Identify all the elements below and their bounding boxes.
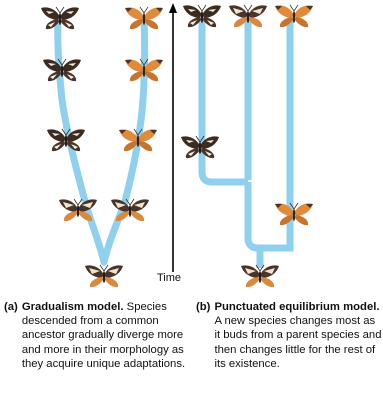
caption-b-text: A new species changes most as it buds from a parent species and then changes little for the rest of its existence. [214,315,382,370]
time-axis [169,3,177,272]
caption-b-title: Punctuated equilibrium model. [214,301,380,313]
time-axis-label: Time [157,272,182,284]
butterfly-icon-a-lower-left [59,199,97,221]
caption-a-letter: (a) [4,301,18,313]
butterfly-icon-b-ancestor [241,265,279,287]
caption-gradualism [4,300,194,371]
caption-punctuated [196,300,382,371]
butterfly-icon-a-ancestor [85,265,123,287]
caption-a-text: Species descended from a common ancestor gradually diverge more and more in their morphology as they acquire unique adaptations. [21,301,186,370]
punctuated-lower-join [248,182,290,248]
caption-a-body [22,300,194,371]
caption-a-title: Gradualism model. [21,301,124,313]
caption-b-letter: (b) [196,301,211,313]
butterfly-icon-a-lower-right [111,199,149,221]
butterfly-icon-b-right-bud [275,203,313,225]
caption-b-body [214,300,382,371]
butterfly-icon-b-top-right [275,5,313,27]
